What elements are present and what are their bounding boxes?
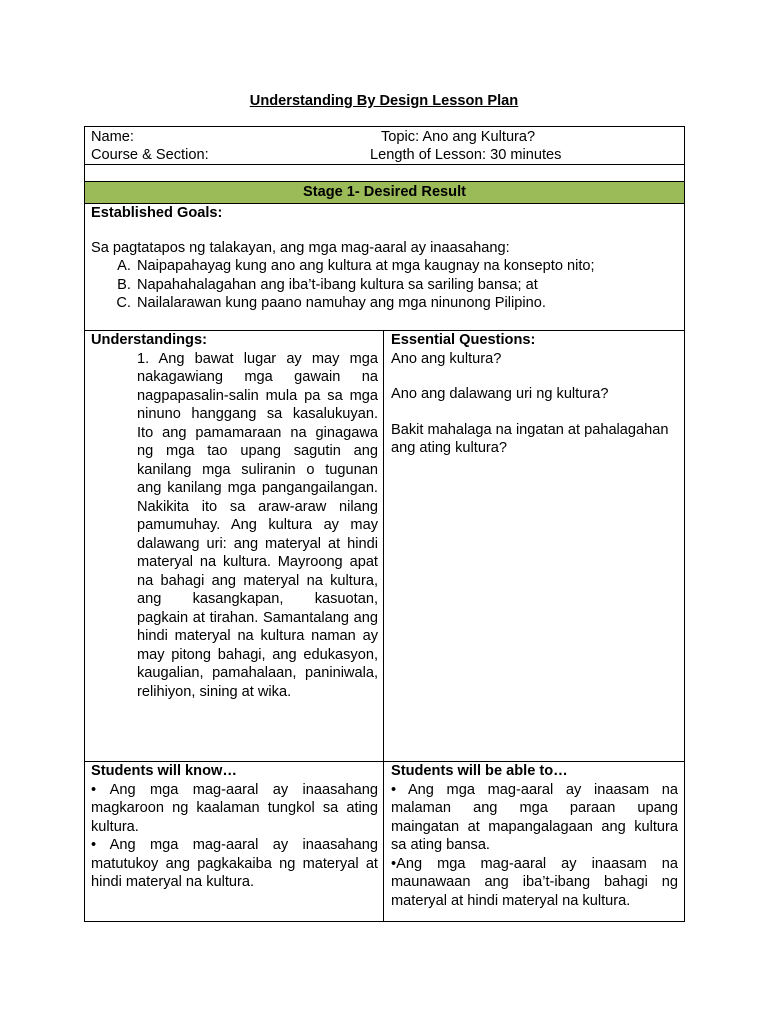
students-able-item: •Ang mga mag-aaral ay inaasam na maunawaan ang iba’t-ibang bahagi ng materyal at hindi materyal na kultura. (391, 855, 678, 909)
name-label: Name: (91, 129, 134, 145)
essential-questions-cell (391, 331, 678, 475)
understandings-cell (91, 331, 378, 701)
students-able-cell (391, 762, 678, 910)
row-divider (85, 164, 684, 165)
goals-heading: Established Goals: (91, 205, 223, 221)
students-know-heading: Students will know… (91, 763, 237, 779)
essential-question: Bakit mahalaga na ingatan at pahalagahan ang ating kultura? (391, 421, 669, 456)
goals-list (91, 257, 676, 313)
essential-question: Ano ang kultura? (391, 350, 502, 367)
info-right (370, 128, 561, 164)
essential-question: Ano ang dalawang uri ng kultura? (391, 386, 609, 402)
students-will-know-cell (91, 762, 378, 892)
stage-1-header: Stage 1- Desired Result (85, 182, 684, 203)
students-know-item: • Ang mga mag-aaral ay inaasahang matutukoy ang pagkakaiba ng materyal at hindi materyal na kultura. (91, 837, 378, 890)
students-able-heading: Students will be able to… (391, 763, 568, 779)
goals-intro: Sa pagtatapos ng talakayan, ang mga mag-aaral ay inaasahang: (91, 239, 510, 256)
students-know-item: • Ang mga mag-aaral ay inaasahang magkaroon ng kaalaman tungkol sa ating kultura. (91, 781, 378, 835)
document-title: Understanding By Design Lesson Plan (249, 93, 519, 109)
understandings-heading: Understandings: (91, 332, 207, 348)
goal-item: A. Naipapahayag kung ano ang kultura at mga kaugnay na konsepto nito; (135, 257, 676, 276)
goal-item: B. Napahahalagahan ang iba’t-ibang kultura sa sariling bansa; at (135, 276, 676, 295)
essential-questions-heading: Essential Questions: (391, 332, 536, 348)
established-goals (91, 204, 676, 313)
lesson-plan-table (84, 126, 685, 922)
topic-label: Topic: Ano ang Kultura? (381, 129, 536, 145)
goal-item: C. Nailalarawan kung paano namuhay ang mga ninunong Pilipino. (135, 294, 676, 313)
understanding-text: 1. Ang bawat lugar ay may mga nakagawiang mga gawain na nagpapasalin-salin mula pa sa mga ninuno hanggang sa kasalukuyan. Ito ang pamamaraan na ginagawa ng mga tao upang sagutin ang kanilang mga suliranin o tugunan ang kanilang mga pangangailangan. Nakikita ito sa araw-araw nilang pamumuhay. Ang kultura ay may dalawang uri: ang materyal at hindi materyal na kultura. Mayroong apat na bahagi ang materyal na kultura, ang kasangkapan, kasuotan, pagkain at tirahan. Samantalang ang hindi materyal na kultura naman ay may pitong bahagi, ang edukasyon, kaugalian, pamahalaan, paniniwala, relihiyon, sining at wika. (137, 350, 378, 700)
info-left (91, 128, 209, 164)
column-divider (383, 330, 384, 921)
students-able-item: • Ang mga mag-aaral ay inaasam na malaman ang mga paraan upang maingatan at mapangalagaan ang kultura sa ating bansa. (391, 781, 678, 853)
lesson-length-label: Length of Lesson: 30 minutes (370, 147, 562, 163)
course-section-label: Course & Section: (91, 147, 209, 163)
